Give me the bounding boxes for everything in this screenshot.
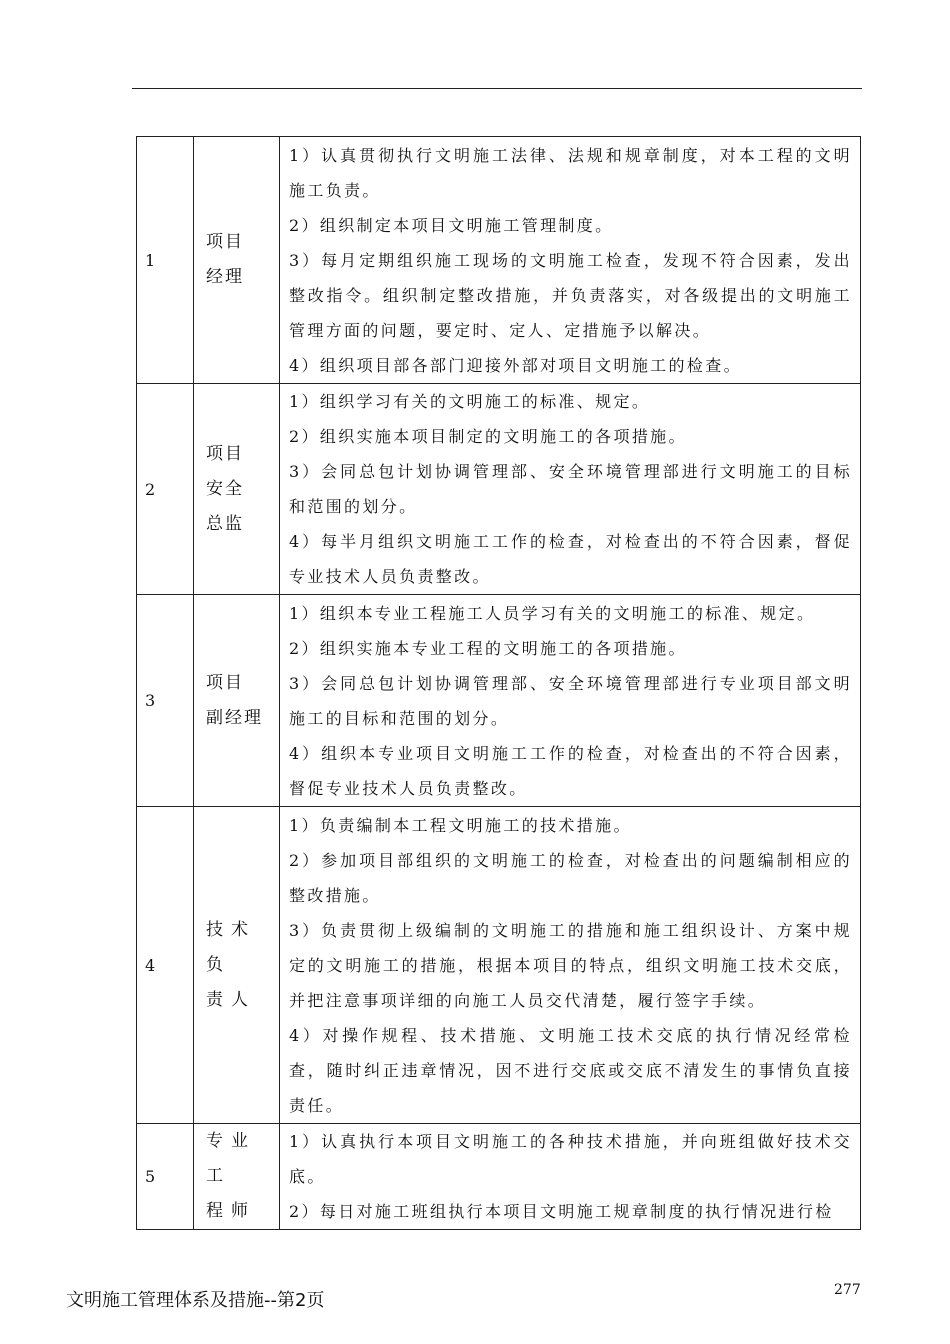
duty-item: 4）组织本专业项目文明施工工作的检查，对检查出的不符合因素，督促专业技术人员负责整改。 (289, 743, 852, 798)
table-row (137, 1124, 861, 1230)
duty-item: 2）参加项目部组织的文明施工的检查，对检查出的问题编制相应的整改措施。 (289, 850, 852, 905)
header-rule (132, 88, 862, 89)
table-row (137, 137, 861, 384)
row-number: 3 (137, 595, 194, 807)
duty-item: 2）组织实施本专业工程的文明施工的各项措施。 (289, 638, 687, 658)
duty-item: 4）每半月组织文明施工工作的检查，对检查出的不符合因素，督促专业技术人员负责整改。 (289, 532, 852, 586)
duty-item: 4）对操作规程、技术措施、文明施工技术交底的执行情况经常检查，随时纠正违章情况，因不进行交底或交底不清发生的事情负直接责任。 (289, 1025, 852, 1115)
duty-list (280, 807, 861, 1124)
page-number: 277 (834, 1282, 861, 1298)
duty-item: 4）组织项目部各部门迎接外部对项目文明施工的检查。 (289, 355, 742, 375)
row-number: 4 (137, 807, 194, 1124)
responsibility-table (136, 136, 861, 1230)
duty-item: 3）每月定期组织施工现场的文明施工检查，发现不符合因素，发出整改指令。组织制定整改措施，并负责落实，对各级提出的文明施工管理方面的问题，要定时、定人、定措施予以解决。 (289, 250, 852, 340)
duty-item: 1）负责编制本工程文明施工的技术措施。 (289, 815, 632, 835)
role-name: 专业工 程师 (194, 1124, 280, 1230)
role-name: 技术负 责人 (194, 807, 280, 1124)
role-name: 项目 安全 总监 (194, 384, 280, 595)
duty-list (280, 384, 861, 595)
row-number: 1 (137, 137, 194, 384)
duty-item: 1）组织本专业工程施工人员学习有关的文明施工的标准、规定。 (289, 603, 816, 623)
row-number: 5 (137, 1124, 194, 1230)
duty-item: 2）组织制定本项目文明施工管理制度。 (289, 215, 614, 235)
duty-list (280, 1124, 861, 1230)
table-row (137, 807, 861, 1124)
duty-item: 3）会同总包计划协调管理部、安全环境管理部进行专业项目部文明施工的目标和范围的划分。 (289, 673, 852, 728)
table-row (137, 384, 861, 595)
duty-item: 3）会同总包计划协调管理部、安全环境管理部进行文明施工的目标和范围的划分。 (289, 462, 852, 516)
duty-item: 3）负责贯彻上级编制的文明施工的措施和施工组织设计、方案中规定的文明施工的措施，根据本项目的特点，组织文明施工技术交底，并把注意事项详细的向施工人员交代清楚，履行签字手续。 (289, 920, 852, 1010)
duty-list (280, 137, 861, 384)
document-footer-title: 文明施工管理体系及措施--第2页 (66, 1290, 325, 1311)
duty-item: 2）组织实施本项目制定的文明施工的各项措施。 (289, 427, 687, 446)
row-number: 2 (137, 384, 194, 595)
duty-item: 1）组织学习有关的文明施工的标准、规定。 (289, 392, 651, 411)
duty-item: 1）认真执行本项目文明施工的各种技术措施，并向班组做好技术交底。 (289, 1132, 852, 1186)
duty-item: 2）每日对施工班组执行本项目文明施工规章制度的执行情况进行检 (289, 1202, 834, 1221)
duty-item: 1）认真贯彻执行文明施工法律、法规和规章制度，对本工程的文明施工负责。 (289, 145, 852, 200)
table-row (137, 595, 861, 807)
role-name: 项目 经理 (194, 137, 280, 384)
duty-list (280, 595, 861, 807)
role-name: 项目 副经理 (194, 595, 280, 807)
